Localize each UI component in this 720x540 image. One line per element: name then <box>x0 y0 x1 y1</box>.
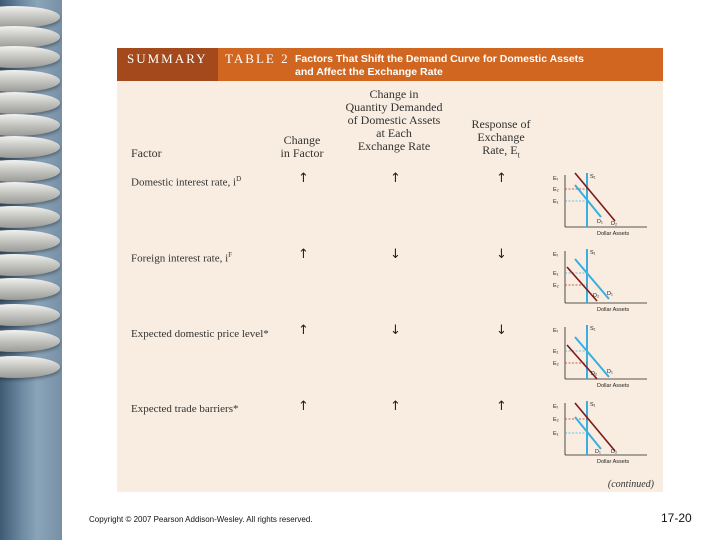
row-factor-foreign-interest: Foreign interest rate, $i^F$ <box>131 251 233 265</box>
row1-change-arrow: ↑ <box>298 171 309 186</box>
page-number: 17-20 <box>661 511 692 525</box>
col-header-qty-line1: Change in <box>369 87 419 101</box>
col-header-change <box>267 134 337 160</box>
col-header-quantity <box>339 88 449 153</box>
svg-text:Eₜ: Eₜ <box>553 328 559 334</box>
svg-text:E₁: E₁ <box>553 431 559 437</box>
row4-quantity-arrow: ↑ <box>390 399 401 414</box>
row1-response-arrow: ↑ <box>496 171 507 186</box>
svg-text:D₁: D₁ <box>595 449 601 455</box>
svg-text:E₁: E₁ <box>553 271 559 277</box>
row-factor-expected-price-level: Expected domestic price level* <box>131 328 269 340</box>
col-header-resp-line2: Exchange <box>477 130 525 144</box>
svg-text:Dollar Assets: Dollar Assets <box>597 459 630 465</box>
row-factor-domestic-interest: Domestic interest rate, $i^D$ <box>131 175 242 189</box>
col-header-factor: Factor <box>131 146 162 160</box>
table-title <box>295 53 584 79</box>
row2-quantity-arrow: ↓ <box>390 247 401 262</box>
summary-label: SUMMARY <box>117 48 218 81</box>
col-header-qty-line5: Exchange Rate <box>357 139 431 153</box>
svg-text:D₁: D₁ <box>597 219 603 225</box>
col-header-change-line1: Change <box>283 133 321 147</box>
row3-quantity-arrow: ↓ <box>390 323 401 338</box>
col-header-response <box>457 118 545 161</box>
table-title-line1: Factors That Shift the Demand Curve for Domestic Assets <box>295 53 585 65</box>
row4-response-arrow: ↑ <box>496 399 507 414</box>
row2-change-arrow: ↑ <box>298 247 309 262</box>
table-header-bar <box>117 48 663 81</box>
svg-text:Dollar Assets: Dollar Assets <box>597 231 630 237</box>
svg-text:E₂: E₂ <box>553 283 559 289</box>
col-header-resp-line3: Rate, $E_t$ <box>482 143 520 160</box>
row4-change-arrow: ↑ <box>298 399 309 414</box>
continued-note: (continued) <box>607 479 654 490</box>
row4-shift-graph <box>551 399 649 467</box>
row1-shift-graph <box>551 171 649 239</box>
svg-text:Eₜ: Eₜ <box>553 404 559 410</box>
row2-shift-graph <box>551 247 649 315</box>
svg-text:Eₜ: Eₜ <box>553 176 559 182</box>
svg-text:Dollar Assets: Dollar Assets <box>597 383 630 389</box>
table-number-label: TABLE 2 <box>225 51 290 66</box>
row-factor-trade-barriers: Expected trade barriers* <box>131 403 239 415</box>
svg-text:D₁: D₁ <box>607 291 613 297</box>
table-title-line2: and Affect the Exchange Rate <box>295 66 443 78</box>
svg-text:Dollar Assets: Dollar Assets <box>597 307 630 313</box>
svg-text:E₁: E₁ <box>553 349 559 355</box>
row1-quantity-arrow: ↑ <box>390 171 401 186</box>
svg-text:E₁: E₁ <box>553 199 559 205</box>
svg-text:D₂: D₂ <box>591 371 598 377</box>
svg-text:D₂: D₂ <box>611 221 618 227</box>
svg-text:E₂: E₂ <box>553 361 559 367</box>
row3-response-arrow: ↓ <box>496 323 507 338</box>
svg-text:D₂: D₂ <box>611 449 618 455</box>
col-header-qty-line3: of Domestic Assets <box>347 113 441 127</box>
row2-response-arrow: ↓ <box>496 247 507 262</box>
col-header-qty-line2: Quantity Demanded <box>345 100 443 114</box>
svg-text:E₂: E₂ <box>553 187 559 193</box>
row3-shift-graph <box>551 323 649 391</box>
coin-stack-decoration <box>0 0 62 540</box>
svg-text:Eₜ: Eₜ <box>553 252 559 258</box>
svg-text:S₁: S₁ <box>590 250 596 256</box>
svg-text:D₂: D₂ <box>593 293 600 299</box>
svg-text:D₁: D₁ <box>607 369 613 375</box>
row3-change-arrow: ↑ <box>298 323 309 338</box>
col-header-change-line2: in Factor <box>280 146 324 160</box>
col-header-qty-line4: at Each <box>376 126 412 140</box>
col-header-resp-line1: Response of <box>471 117 531 131</box>
svg-text:S₁: S₁ <box>590 402 596 408</box>
copyright-text: Copyright © 2007 Pearson Addison-Wesley. All rights reserved. <box>89 515 313 524</box>
svg-text:S₁: S₁ <box>590 174 596 180</box>
svg-text:E₂: E₂ <box>553 417 559 423</box>
table-body <box>117 81 663 492</box>
svg-text:S₁: S₁ <box>590 326 596 332</box>
